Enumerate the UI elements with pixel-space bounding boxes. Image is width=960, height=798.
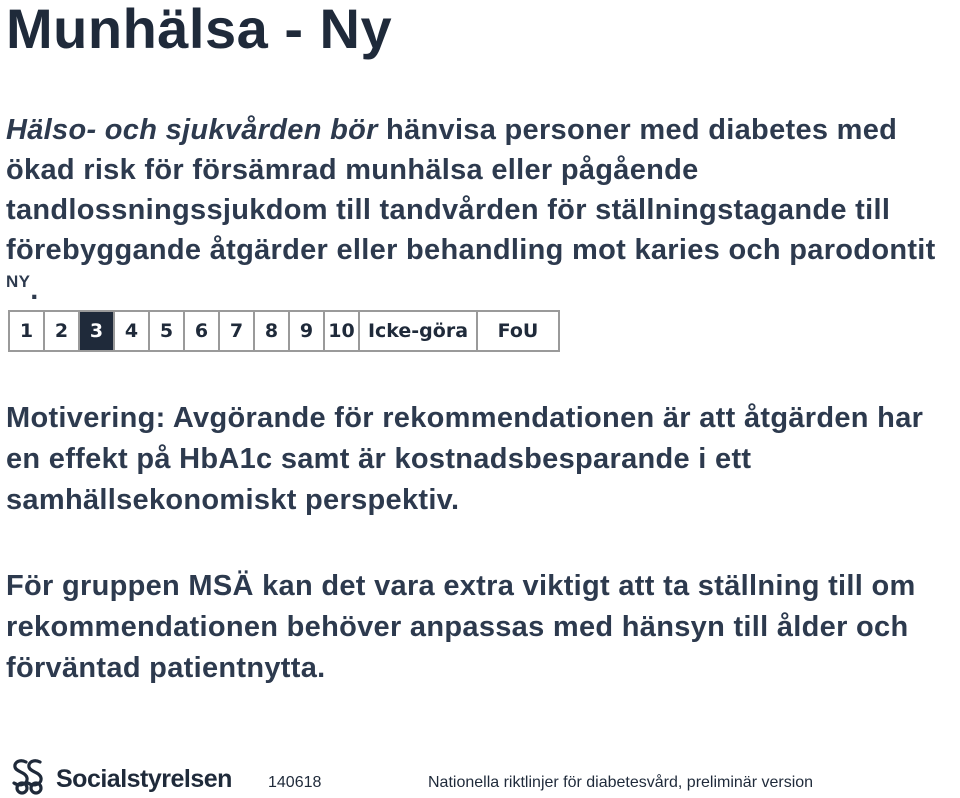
priority-5: 5: [150, 312, 185, 350]
group-note-text: För gruppen MSÄ kan det vara extra viktigt att ta ställning till om rekommendationen behöver anpassas med hänsyn till ålder och förväntad patientnytta.: [6, 570, 916, 684]
logo-text: Socialstyrelsen: [56, 765, 232, 793]
socialstyrelsen-emblem-icon: [10, 756, 54, 796]
priority-4: 4: [115, 312, 150, 350]
priority-7: 7: [220, 312, 255, 350]
priority-8: 8: [255, 312, 290, 350]
recommendation-end: .: [30, 274, 39, 306]
new-badge: NY: [6, 272, 31, 291]
recommendation-body: hänvisa personer med diabetes med ökad risk för försämrad munhälsa eller pågående tandlossningssjukdom till tandvården för ställningstagande till förebyggande åtgärder eller behandling mot karies och parodontit: [6, 114, 936, 266]
priority-6: 6: [185, 312, 220, 350]
priority-icke-gora: Icke-göra: [360, 312, 478, 350]
priority-2: 2: [45, 312, 80, 350]
recommendation-emphasis: Hälso- och sjukvården bör: [6, 114, 378, 146]
priority-1: 1: [10, 312, 45, 350]
footer-date: 140618: [268, 774, 322, 791]
priority-fou: FoU: [497, 320, 539, 342]
socialstyrelsen-logo: [10, 752, 232, 796]
page-title: Munhälsa - Ny: [6, 0, 393, 60]
priority-10: 10: [325, 312, 360, 350]
priority-9: 9: [290, 312, 325, 350]
priority-3-selected: 3: [80, 312, 115, 350]
motivation-text: Motivering: Avgörande för rekommendationen är att åtgärden har en effekt på HbA1c samt är kostnadsbesparande i ett samhällsekonomiskt perspektiv.: [6, 402, 924, 516]
recommendation-text: [6, 110, 956, 310]
footer-text: Nationella riktlinjer för diabetesvård, preliminär version: [428, 774, 814, 791]
priority-scale: [8, 310, 560, 352]
